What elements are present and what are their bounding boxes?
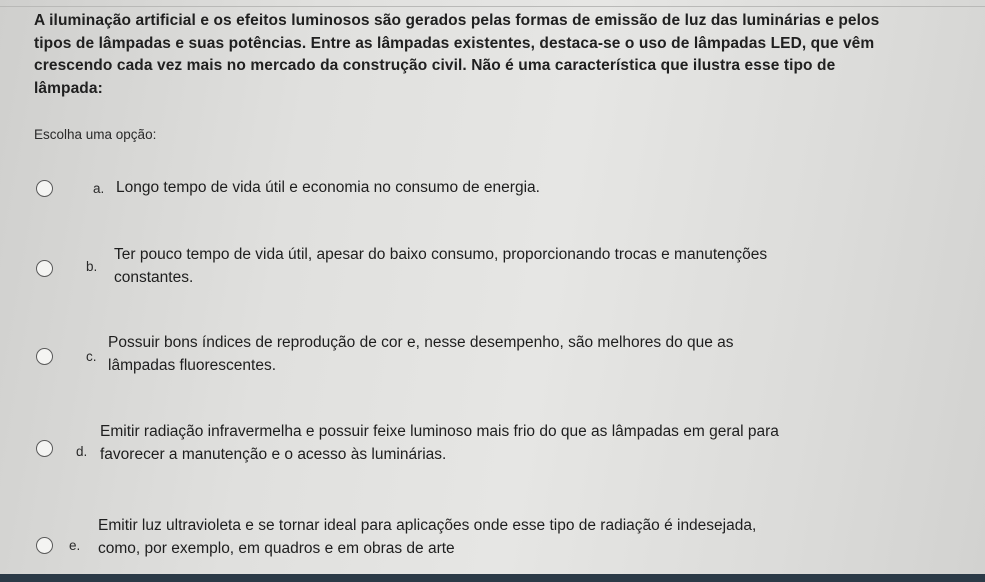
question-line: lâmpada: [34,79,103,97]
option-c[interactable] [36,332,966,392]
question-line: A iluminação artificial e os efeitos luminosos são gerados pelas formas de emissão de luz das luminárias e pelos [34,12,880,29]
question-text [34,10,969,100]
option-a-text [116,177,540,200]
option-d[interactable] [36,421,966,481]
option-e-line: Emitir luz ultravioleta e se tornar ideal para aplicações onde esse tipo de radiação é indesejada, [98,517,757,534]
option-d-letter: d. [76,444,88,459]
option-b[interactable] [36,244,966,304]
bottom-edge-bar [0,574,985,582]
top-divider [0,6,985,7]
option-b-text [114,244,767,289]
option-b-letter: b. [86,259,98,274]
option-a[interactable] [36,172,966,232]
option-c-line: lâmpadas fluorescentes. [108,356,277,374]
option-e-radio[interactable] [36,537,53,554]
option-c-letter: c. [86,349,97,364]
question-line: tipos de lâmpadas e suas potências. Entre as lâmpadas existentes, destaca-se o uso de lâmpadas LED, que vêm [34,34,875,52]
choose-option-prompt: Escolha uma opção: [34,127,157,142]
option-c-line: Possuir bons índices de reprodução de cor e, nesse desempenho, são melhores do que as [108,334,734,351]
option-b-radio[interactable] [36,260,53,277]
option-a-radio[interactable] [36,180,53,197]
option-e[interactable] [36,515,966,575]
option-e-line: como, por exemplo, em quadros e em obras de arte [98,539,455,557]
option-d-line: Emitir radiação infravermelha e possuir feixe luminoso mais frio do que as lâmpadas em geral para [100,423,779,440]
option-a-line: Longo tempo de vida útil e economia no consumo de energia. [116,179,540,196]
option-e-text [98,515,756,560]
option-a-letter: a. [93,181,105,196]
option-d-line: favorecer a manutenção e o acesso às luminárias. [100,445,447,463]
option-c-text [108,332,734,377]
option-b-line: Ter pouco tempo de vida útil, apesar do baixo consumo, proporcionando trocas e manutenções [114,246,768,263]
question-line: crescendo cada vez mais no mercado da construção civil. Não é uma característica que ilustra esse tipo de [34,57,836,74]
option-e-letter: e. [69,538,81,553]
option-d-radio[interactable] [36,440,53,457]
option-b-line: constantes. [114,268,194,286]
option-d-text [100,421,779,466]
option-c-radio[interactable] [36,348,53,365]
